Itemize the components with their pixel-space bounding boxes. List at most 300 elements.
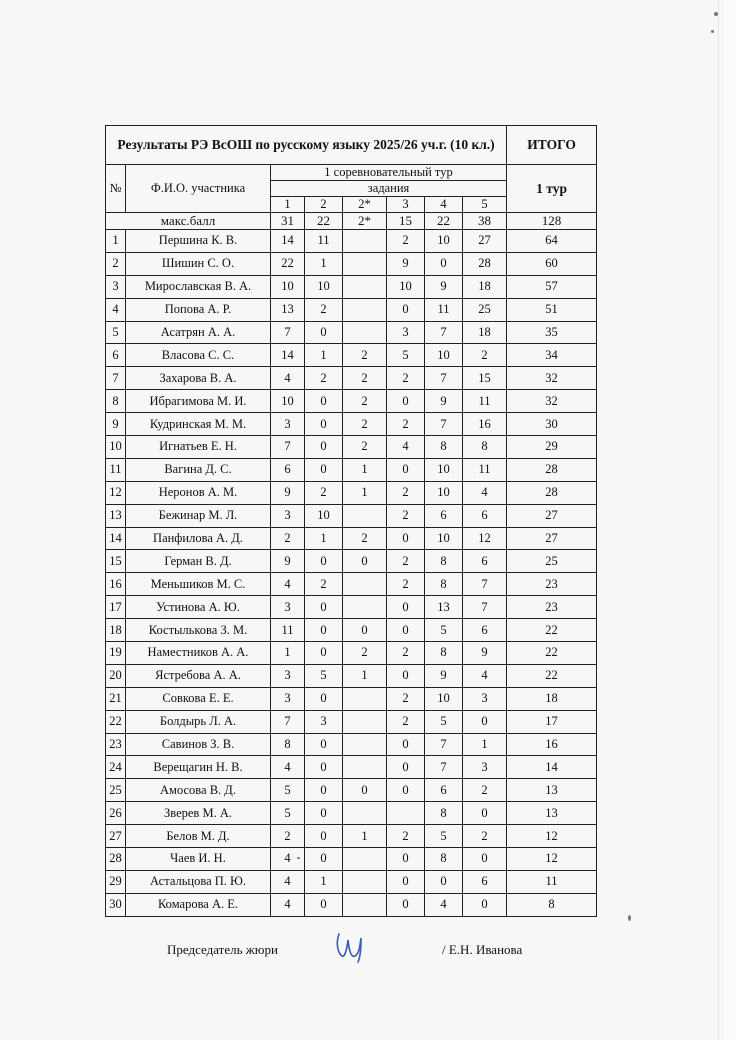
participant-name: Игнатьев Е. Н.: [126, 436, 271, 459]
participant-name: Меньшиков М. С.: [126, 573, 271, 596]
task-score: 2: [343, 527, 387, 550]
participant-name: Першина К. В.: [126, 230, 271, 253]
task-score: 2: [343, 436, 387, 459]
total-score: 28: [507, 481, 597, 504]
row-number: 3: [106, 275, 126, 298]
total-score: 13: [507, 779, 597, 802]
max-score-label: макс.балл: [106, 213, 271, 230]
task-score: 0: [343, 619, 387, 642]
row-number: 4: [106, 298, 126, 321]
task-score: 6: [271, 458, 305, 481]
task-score: 1: [343, 664, 387, 687]
participant-name: Власова С. С.: [126, 344, 271, 367]
table-row: [106, 756, 597, 779]
total-score: 11: [507, 870, 597, 893]
table-row: [106, 436, 597, 459]
task-score: 3: [271, 413, 305, 436]
task-score: 3: [463, 756, 507, 779]
task-score: 6: [463, 550, 507, 573]
task-score: 0: [463, 802, 507, 825]
task-score: 10: [425, 687, 463, 710]
task-score: 6: [463, 870, 507, 893]
task-score: [343, 298, 387, 321]
task-score: 2: [343, 390, 387, 413]
task-score: 4: [425, 893, 463, 916]
table-row: [106, 275, 597, 298]
table-row: [106, 642, 597, 665]
table-row: [106, 779, 597, 802]
col-num-header: №: [106, 165, 126, 213]
task-score: 0: [463, 710, 507, 733]
participant-name: Белов М. Д.: [126, 825, 271, 848]
task-score: 0: [463, 893, 507, 916]
task-score: 10: [305, 275, 343, 298]
total-score: 22: [507, 619, 597, 642]
task-header: 5: [463, 197, 507, 213]
task-header: 4: [425, 197, 463, 213]
task-score: 4: [271, 870, 305, 893]
task-score: 0: [387, 779, 425, 802]
total-score: 35: [507, 321, 597, 344]
task-score: 13: [271, 298, 305, 321]
task-score: 4: [271, 756, 305, 779]
task-score: 2: [305, 573, 343, 596]
total-score: 28: [507, 458, 597, 481]
total-score: 13: [507, 802, 597, 825]
max-score-cell: 38: [463, 213, 507, 230]
task-score: 28: [463, 252, 507, 275]
row-number: 20: [106, 664, 126, 687]
task-score: 2: [387, 481, 425, 504]
task-score: [343, 802, 387, 825]
total-score: 34: [507, 344, 597, 367]
task-score: 8: [425, 802, 463, 825]
task-score: 8: [425, 436, 463, 459]
table-row: [106, 550, 597, 573]
task-score: 0: [387, 458, 425, 481]
total-score: 27: [507, 504, 597, 527]
row-number: 14: [106, 527, 126, 550]
row-number: 2: [106, 252, 126, 275]
table-row: [106, 504, 597, 527]
task-score: [343, 321, 387, 344]
page-edge-shadow: [724, 0, 736, 1040]
row-number: 5: [106, 321, 126, 344]
participant-name: Комарова А. Е.: [126, 893, 271, 916]
col-name-header: Ф.И.О. участника: [126, 165, 271, 213]
task-score: 2: [305, 367, 343, 390]
table-row: [106, 733, 597, 756]
task-score: 10: [387, 275, 425, 298]
task-score: 1: [271, 642, 305, 665]
task-score: 0: [305, 642, 343, 665]
task-score: 2: [387, 710, 425, 733]
task-score: 0: [305, 550, 343, 573]
task-score: 1: [305, 527, 343, 550]
row-number: 6: [106, 344, 126, 367]
total-score: 16: [507, 733, 597, 756]
task-score: 6: [425, 779, 463, 802]
task-score: 0: [387, 756, 425, 779]
table-row: [106, 298, 597, 321]
table-row: [106, 321, 597, 344]
row-number: 24: [106, 756, 126, 779]
task-score: 0: [387, 893, 425, 916]
participant-name: Чаев И. Н.: [126, 848, 271, 871]
results-body: [106, 230, 597, 917]
task-score: [343, 275, 387, 298]
task-score: 9: [271, 550, 305, 573]
participant-name: Ибрагимова М. И.: [126, 390, 271, 413]
participant-name: Панфилова А. Д.: [126, 527, 271, 550]
row-number: 9: [106, 413, 126, 436]
task-score: [343, 710, 387, 733]
task-score: 4: [271, 367, 305, 390]
task-score: 4: [463, 664, 507, 687]
task-score: 14: [271, 344, 305, 367]
task-score: 0: [387, 664, 425, 687]
tour-total-header: 1 тур: [507, 165, 597, 213]
task-score: [343, 756, 387, 779]
task-score: 11: [271, 619, 305, 642]
row-number: 17: [106, 596, 126, 619]
task-score: 18: [463, 275, 507, 298]
total-score: 29: [507, 436, 597, 459]
signature-name: / Е.Н. Иванова: [442, 942, 523, 957]
row-number: 11: [106, 458, 126, 481]
table-row: [106, 230, 597, 253]
total-score: 12: [507, 848, 597, 871]
task-header: 1: [271, 197, 305, 213]
task-score: 10: [305, 504, 343, 527]
table-row: [106, 367, 597, 390]
task-score: 5: [271, 802, 305, 825]
task-score: [343, 504, 387, 527]
task-score: 4: [387, 436, 425, 459]
table-row: [106, 710, 597, 733]
task-score: 10: [425, 458, 463, 481]
max-score-cell: 31: [271, 213, 305, 230]
task-score: 1: [305, 870, 343, 893]
itogo-header: ИТОГО: [507, 126, 597, 165]
task-score: [343, 893, 387, 916]
task-score: 0: [305, 390, 343, 413]
total-score: 12: [507, 825, 597, 848]
table-row: [106, 252, 597, 275]
task-score: 7: [271, 710, 305, 733]
task-score: [343, 733, 387, 756]
task-score: 5: [387, 344, 425, 367]
participant-name: Бежинар М. Л.: [126, 504, 271, 527]
participant-name: Неронов А. М.: [126, 481, 271, 504]
task-score: 2: [387, 230, 425, 253]
total-score: 23: [507, 596, 597, 619]
signature-scribble: [333, 928, 373, 964]
task-score: 10: [425, 481, 463, 504]
task-score: 0: [305, 458, 343, 481]
scan-dot: [714, 12, 718, 16]
task-score: 2: [271, 527, 305, 550]
task-score: 0: [305, 596, 343, 619]
task-header: 2*: [343, 197, 387, 213]
task-score: 3: [271, 596, 305, 619]
participant-name: Попова А. Р.: [126, 298, 271, 321]
task-score: 9: [387, 252, 425, 275]
task-score: 1: [463, 733, 507, 756]
task-score: 8: [425, 550, 463, 573]
row-number: 12: [106, 481, 126, 504]
task-score: 0: [305, 802, 343, 825]
task-score: 12: [463, 527, 507, 550]
table-row: [106, 893, 597, 916]
participant-name: Кудринская М. М.: [126, 413, 271, 436]
total-score: 18: [507, 687, 597, 710]
tasks-header: задания: [271, 181, 507, 197]
table-row: [106, 390, 597, 413]
page-edge-line: [718, 0, 719, 1040]
max-score-cell: 22: [305, 213, 343, 230]
total-score: 27: [507, 527, 597, 550]
row-number: 29: [106, 870, 126, 893]
task-score: 1: [305, 344, 343, 367]
total-score: 51: [507, 298, 597, 321]
results-table: [105, 125, 597, 917]
task-score: 0: [387, 848, 425, 871]
task-score: 8: [425, 848, 463, 871]
task-score: 7: [271, 436, 305, 459]
task-score: 0: [305, 825, 343, 848]
task-score: 14: [271, 230, 305, 253]
participant-name: Захарова В. А.: [126, 367, 271, 390]
task-score: 6: [463, 504, 507, 527]
max-total-cell: 128: [507, 213, 597, 230]
task-score: 9: [463, 642, 507, 665]
task-score: 0: [305, 733, 343, 756]
task-score: 3: [271, 664, 305, 687]
round-header: 1 соревновательный тур: [271, 165, 507, 181]
task-score: 5: [305, 664, 343, 687]
task-score: 7: [463, 573, 507, 596]
task-score: 1: [343, 458, 387, 481]
task-score: 2: [343, 413, 387, 436]
task-score: 0: [387, 527, 425, 550]
task-score: 1: [305, 252, 343, 275]
task-score: 22: [271, 252, 305, 275]
task-score: 9: [271, 481, 305, 504]
task-score: 7: [425, 367, 463, 390]
task-score: [343, 687, 387, 710]
total-score: 32: [507, 367, 597, 390]
row-number: 28: [106, 848, 126, 871]
task-score: 0: [305, 756, 343, 779]
task-score: 11: [463, 458, 507, 481]
task-score: 7: [271, 321, 305, 344]
total-score: 8: [507, 893, 597, 916]
task-score: 7: [463, 596, 507, 619]
task-score: 0: [387, 619, 425, 642]
scan-dot: [628, 915, 631, 921]
task-score: 0: [305, 436, 343, 459]
total-score: 22: [507, 664, 597, 687]
total-score: 22: [507, 642, 597, 665]
task-score: 2: [387, 367, 425, 390]
participant-name: Шишин С. О.: [126, 252, 271, 275]
task-score: 10: [425, 344, 463, 367]
task-score: 0: [305, 321, 343, 344]
task-score: 7: [425, 321, 463, 344]
row-number: 15: [106, 550, 126, 573]
total-score: 14: [507, 756, 597, 779]
row-number: 21: [106, 687, 126, 710]
task-score: 5: [425, 619, 463, 642]
task-score: 7: [425, 733, 463, 756]
task-score: 0: [343, 550, 387, 573]
scan-dot: [711, 30, 714, 33]
task-score: 3: [463, 687, 507, 710]
table-row: [106, 481, 597, 504]
task-score: 3: [271, 504, 305, 527]
task-score: 2: [305, 298, 343, 321]
participant-name: Верещагин Н. В.: [126, 756, 271, 779]
task-score: 2: [343, 344, 387, 367]
row-number: 10: [106, 436, 126, 459]
task-score: 4: [271, 893, 305, 916]
task-score: 5: [425, 710, 463, 733]
task-score: 0: [305, 779, 343, 802]
table-row: [106, 619, 597, 642]
row-number: 13: [106, 504, 126, 527]
row-number: 30: [106, 893, 126, 916]
task-score: 10: [425, 230, 463, 253]
task-score: 2: [343, 367, 387, 390]
task-score: 2: [463, 825, 507, 848]
task-score: 2: [387, 642, 425, 665]
task-score: 16: [463, 413, 507, 436]
row-number: 18: [106, 619, 126, 642]
row-number: 7: [106, 367, 126, 390]
task-score: 1: [343, 825, 387, 848]
task-score: 0: [387, 870, 425, 893]
row-number: 1: [106, 230, 126, 253]
max-score-row: [106, 213, 597, 230]
participant-name: Астальцова П. Ю.: [126, 870, 271, 893]
total-score: 17: [507, 710, 597, 733]
table-row: [106, 687, 597, 710]
signature-block: [105, 940, 596, 964]
task-score: 0: [387, 390, 425, 413]
participant-name: Вагина Д. С.: [126, 458, 271, 481]
task-score: 10: [271, 390, 305, 413]
task-score: 27: [463, 230, 507, 253]
task-score: 8: [425, 573, 463, 596]
task-score: 15: [463, 367, 507, 390]
total-score: 60: [507, 252, 597, 275]
row-number: 8: [106, 390, 126, 413]
total-score: 25: [507, 550, 597, 573]
participant-name: Ястребова А. А.: [126, 664, 271, 687]
task-score: 2: [387, 550, 425, 573]
task-score: 11: [305, 230, 343, 253]
row-number: 26: [106, 802, 126, 825]
task-score: 10: [425, 527, 463, 550]
task-score: 1: [343, 481, 387, 504]
task-score: 0: [387, 298, 425, 321]
table-row: [106, 458, 597, 481]
task-score: 2: [271, 825, 305, 848]
task-score: 3: [271, 687, 305, 710]
table-row: [106, 825, 597, 848]
task-score: [343, 870, 387, 893]
task-score: 0: [305, 687, 343, 710]
task-score: [343, 230, 387, 253]
participant-name: Савинов З. В.: [126, 733, 271, 756]
task-score: 0: [387, 733, 425, 756]
task-score: 0: [305, 848, 343, 871]
task-score: 0: [305, 893, 343, 916]
participant-name: Зверев М. А.: [126, 802, 271, 825]
table-title: Результаты РЭ ВсОШ по русскому языку 2025/26 уч.г. (10 кл.): [106, 126, 507, 165]
task-score: 10: [271, 275, 305, 298]
task-score: 2: [343, 642, 387, 665]
task-score: 18: [463, 321, 507, 344]
task-score: 0: [425, 252, 463, 275]
table-row: [106, 848, 597, 871]
task-score: 0: [463, 848, 507, 871]
task-score: 7: [425, 413, 463, 436]
table-row: [106, 413, 597, 436]
task-score: 11: [425, 298, 463, 321]
task-score: 8: [271, 733, 305, 756]
participant-name: Мирославская В. А.: [126, 275, 271, 298]
row-number: 16: [106, 573, 126, 596]
task-score: 7: [425, 756, 463, 779]
participant-name: Устинова А. Ю.: [126, 596, 271, 619]
task-score: 2: [387, 413, 425, 436]
total-score: 23: [507, 573, 597, 596]
participant-name: Совкова Е. Е.: [126, 687, 271, 710]
task-score: 8: [463, 436, 507, 459]
task-score: 6: [463, 619, 507, 642]
task-score: 2: [463, 344, 507, 367]
task-header: 3: [387, 197, 425, 213]
task-score: 0: [425, 870, 463, 893]
task-score: 11: [463, 390, 507, 413]
task-score: 13: [425, 596, 463, 619]
total-score: 64: [507, 230, 597, 253]
table-row: [106, 664, 597, 687]
task-score: [387, 802, 425, 825]
table-row: [106, 596, 597, 619]
max-score-cell: 2*: [343, 213, 387, 230]
table-row: [106, 573, 597, 596]
total-score: 30: [507, 413, 597, 436]
task-score: 9: [425, 275, 463, 298]
task-score: [343, 596, 387, 619]
task-score: 5: [271, 779, 305, 802]
task-score: 2: [387, 687, 425, 710]
task-score: [343, 848, 387, 871]
task-score: 0: [305, 413, 343, 436]
task-score: 25: [463, 298, 507, 321]
task-score: 2: [387, 504, 425, 527]
task-score: [343, 573, 387, 596]
task-score: 2: [305, 481, 343, 504]
row-number: 27: [106, 825, 126, 848]
task-score: 9: [425, 390, 463, 413]
signature-label: Председатель жюри: [167, 942, 278, 957]
task-score: [343, 252, 387, 275]
task-score: 8: [425, 642, 463, 665]
